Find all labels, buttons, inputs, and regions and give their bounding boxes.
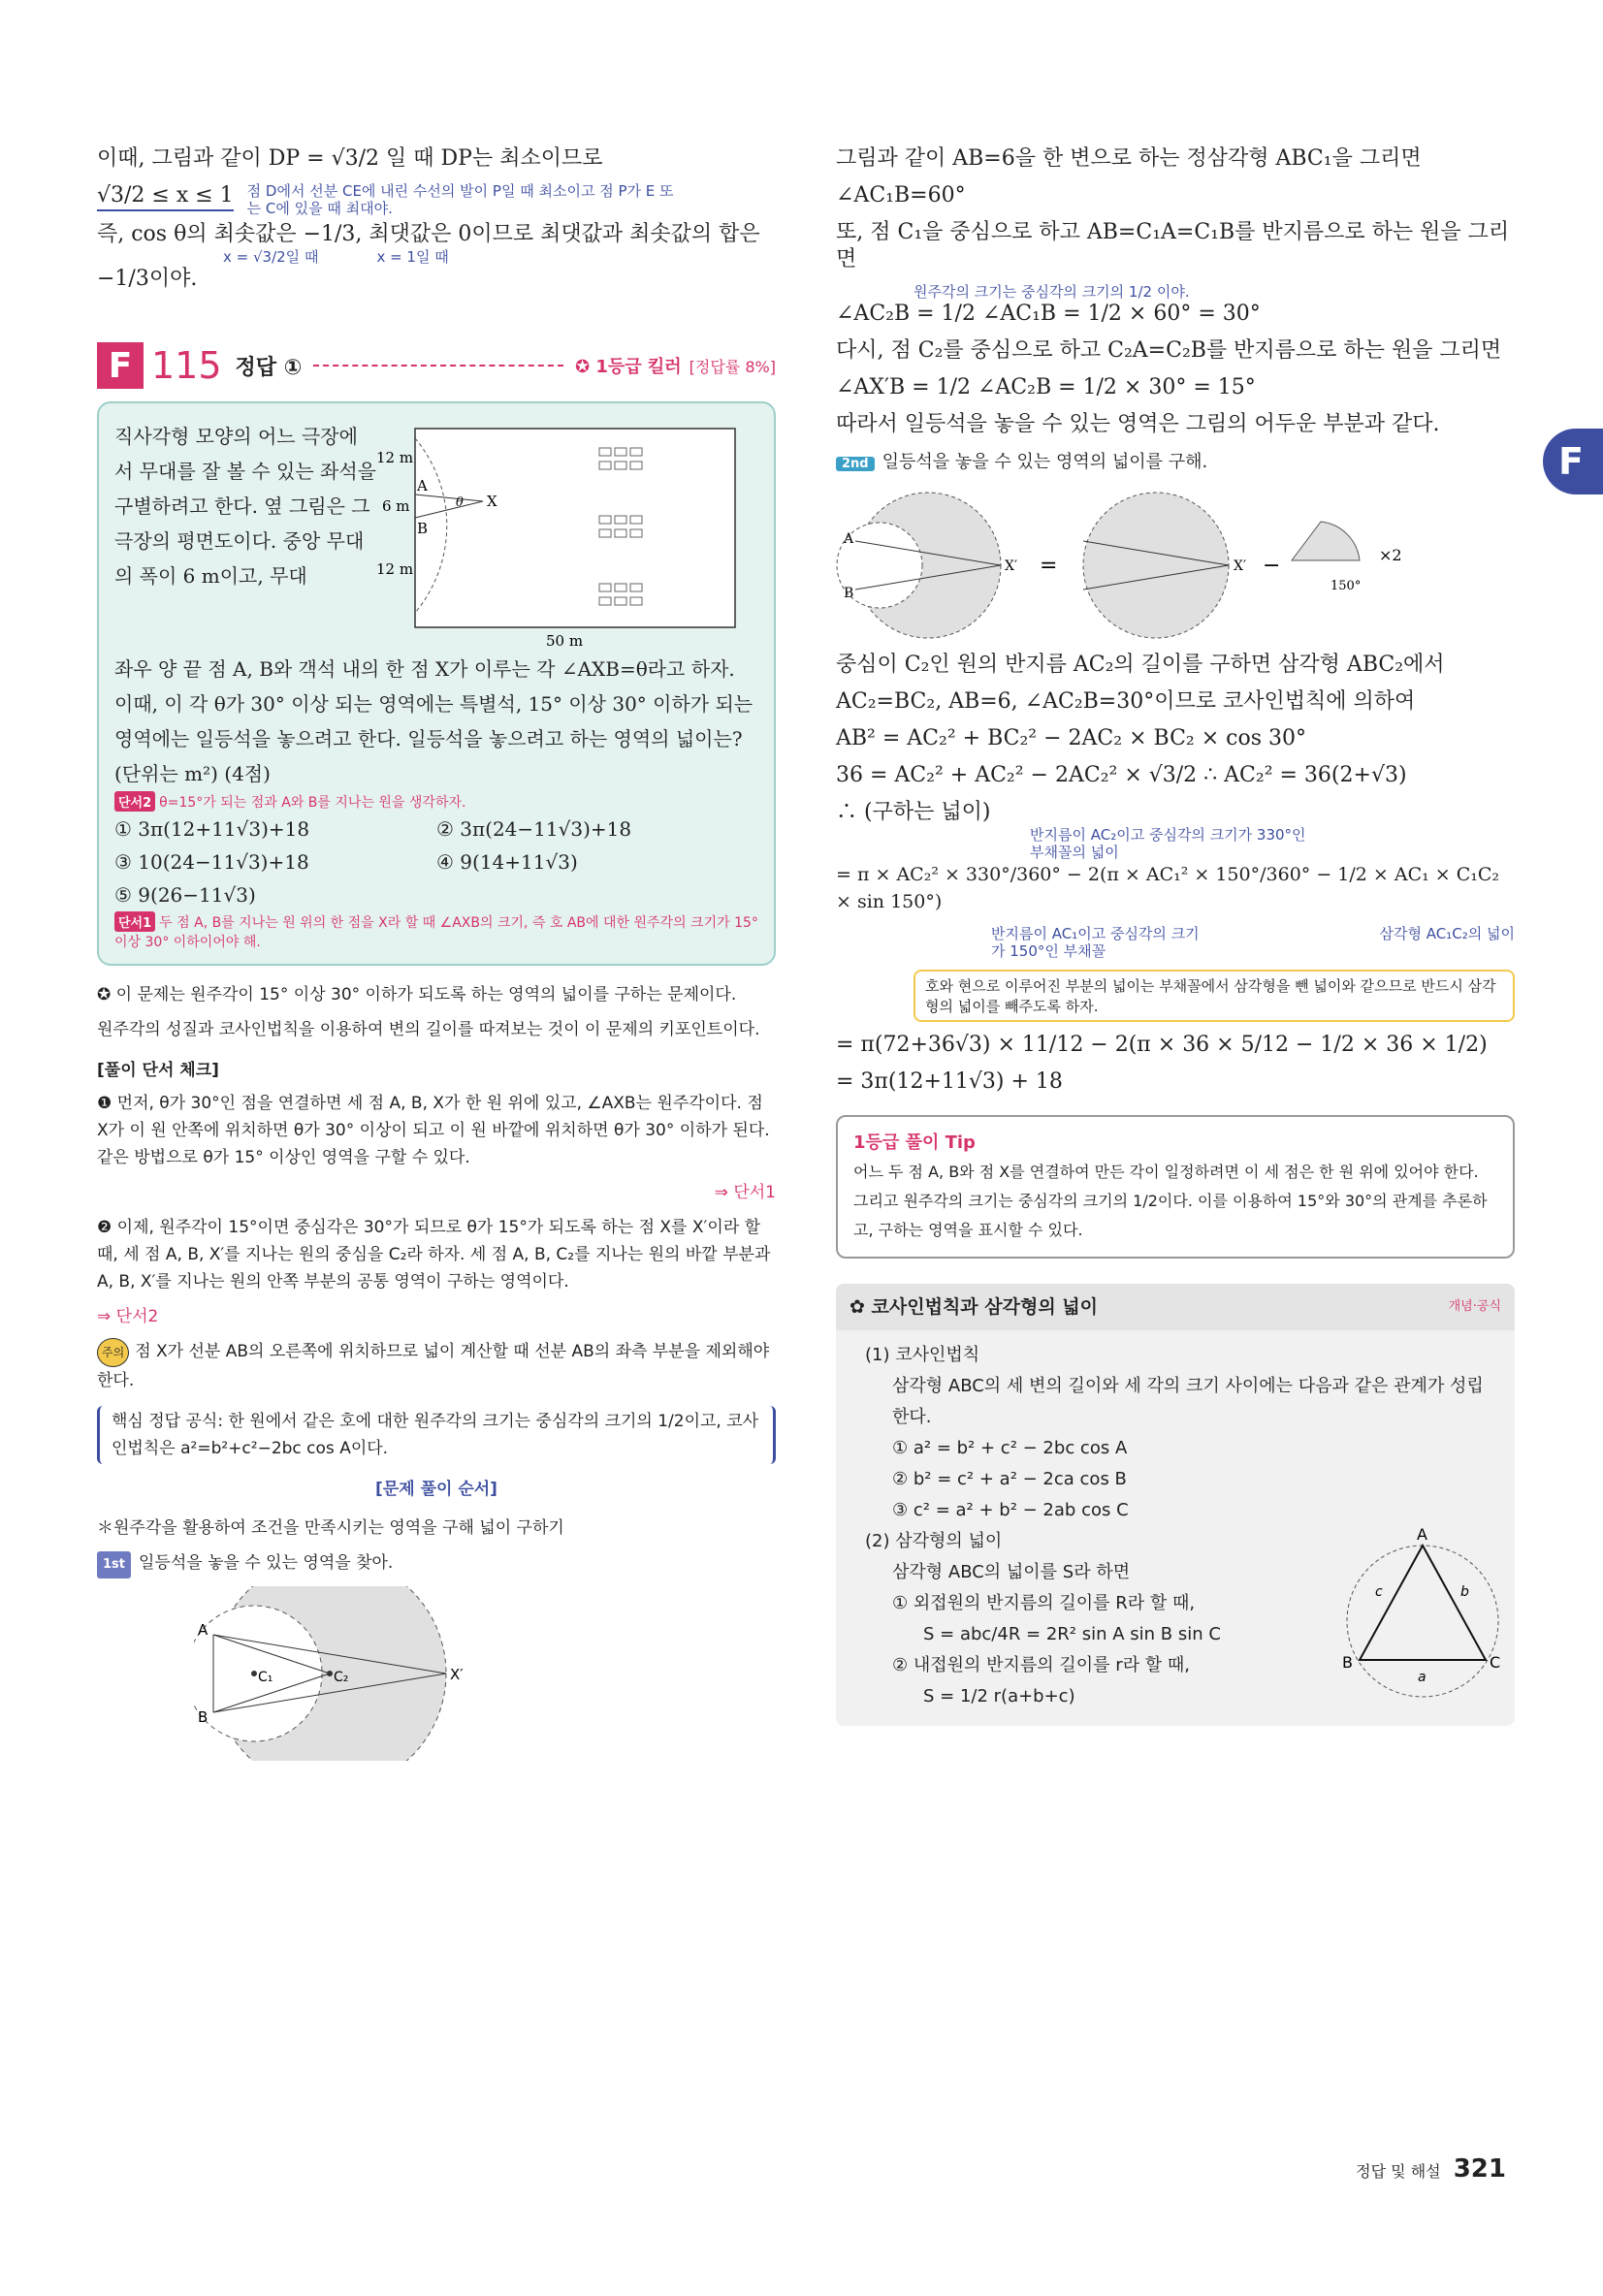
- annotation-note: 원주각의 크기는 중심각의 크기의 1/2 이야.: [914, 283, 1190, 301]
- side-b: b: [1460, 1584, 1469, 1600]
- divider: [313, 365, 563, 367]
- side-a: a: [1418, 1670, 1427, 1685]
- choice-1[interactable]: ① 3π(12+11√3)+18: [114, 817, 310, 841]
- formula: S = abc/4R = 2R² sin A sin B sin C: [923, 1624, 1221, 1644]
- concept-item: (1) 코사인법칙: [865, 1345, 980, 1365]
- check-2-ref: ⇒ 단서2: [97, 1307, 159, 1326]
- text-line: 그림과 같이 AB=6을 한 변으로 하는 정삼각형 ABC₁을 그리면: [836, 146, 1422, 171]
- point-b: B: [417, 520, 429, 537]
- tri-a: A: [1417, 1525, 1427, 1544]
- hint-1: [114, 911, 758, 952]
- text-line: 또, 점 C₁을 중심으로 하고 AB=C₁A=C₁B를 반지름으로 하는 원을 그리면: [836, 220, 1510, 271]
- difficulty-label: ✪ 1등급 킬러: [574, 357, 682, 377]
- formula: S = 1/2 r(a+b+c): [923, 1686, 1075, 1706]
- step-text: 일등석을 놓을 수 있는 영역의 넓이를 구해.: [882, 452, 1208, 472]
- step-1: [97, 1549, 776, 1578]
- dim-12m-top: 12 m: [376, 449, 414, 466]
- fig2-b: B: [198, 1708, 208, 1726]
- tip-text: 어느 두 점 A, B와 점 X를 연결하여 만든 각이 일정하려면 이 세 점은 한 원 위에 있어야 한다. 그리고 원주각의 크기는 중심각의 크기의 1/2이다. 이를 이용하여 15°와 30°의 관계를 추론하고, 구하는 영역을 표시할 수 있다.: [853, 1163, 1488, 1239]
- page-footer: [1356, 2154, 1506, 2184]
- section-tab: F: [1543, 429, 1603, 494]
- choices: [114, 813, 758, 911]
- fig3-b: B: [844, 586, 854, 601]
- text-line: ∠AC₂B = 1/2 ∠AC₁B = 1/2 × 60° = 30°: [836, 302, 1261, 326]
- choice-3[interactable]: ③ 10(24−11√3)+18: [114, 850, 309, 874]
- sector-angle: 150°: [1330, 579, 1362, 593]
- problem-header: [97, 341, 776, 390]
- check-2: ❷ 이제, 원주각이 15°이면 중심각은 30°가 되므로 θ가 15°가 되도록 하는 점 X를 X′이라 할 때, 세 점 A, B, X′를 지나는 원의 중심을 C₂라 하자. 세 점 A, B, C₂를 지나는 원의 바깥 부분과 A, B, X′를 지나는 원의 안쪽 부분의 공통 영역이 구하는 영역이다.: [97, 1218, 771, 1292]
- caution-tag: 주의: [97, 1338, 129, 1367]
- hint-2: [114, 791, 758, 813]
- intro-text: 원주각의 성질과 코사인법칙을 이용하여 변의 길이를 따져보는 것이 이 문제의 키포인트이다.: [97, 1020, 760, 1039]
- text-line: 36 = AC₂² + AC₂² − 2AC₂² × √3/2 ∴ AC₂² = 36(2+√3): [836, 763, 1407, 787]
- annotation-note: 점 D에서 선분 CE에 내린 수선의 발이 P일 때 최소이고 점 P가 E 또는 C에 있을 때 최대야.: [246, 182, 674, 217]
- warning-note: 호와 현으로 이루어진 부분의 넓이는 부채꼴에서 삼각형을 뺀 넓이와 같으므로 반드시 삼각형의 넓이를 빼주도록 하자.: [914, 970, 1515, 1022]
- problem-badge: F: [97, 342, 144, 389]
- text-line: 따라서 일등석을 놓을 수 있는 영역은 그림의 어두운 부분과 같다.: [836, 412, 1440, 436]
- core-formula: 핵심 정답 공식: 한 원에서 같은 호에 대한 원주각의 크기는 중심각의 크기의 1/2이고, 코사인법칙은 a²=b²+c²−2bc cos A이다.: [97, 1406, 776, 1464]
- fig2-c2: C₂: [334, 1670, 349, 1685]
- side-c: c: [1375, 1584, 1383, 1600]
- text-line: = π(72+36√3) × 11/12 − 2(π × 36 × 5/12 − 1/2 × 36 × 1/2): [836, 1033, 1488, 1057]
- text-line: ∠AC₁B=60°: [836, 183, 966, 207]
- right-column: [836, 145, 1515, 1726]
- text-line: 즉, cos θ의 최솟값은 −1/3, 최댓값은 0이므로 최댓값과 최솟값의 합은: [97, 222, 760, 246]
- problem-number: 115: [151, 344, 222, 387]
- area-equation-figure: [836, 483, 1515, 648]
- dim-6m: 6 m: [382, 497, 410, 515]
- text-line: ∠AX′B = 1/2 ∠AC₂B = 1/2 × 30° = 15°: [836, 375, 1256, 399]
- caution-text: 점 X가 선분 AB의 오른쪽에 위치하므로 넓이 계산할 때 선분 AB의 좌측 부분을 제외해야 한다.: [97, 1342, 770, 1390]
- region-figure: [194, 1586, 504, 1761]
- fig4-x: X′: [1234, 558, 1247, 574]
- annotation-note: 삼각형 AC₁C₂의 넓이: [1379, 925, 1515, 942]
- point-a: A: [417, 477, 428, 494]
- fig3-x: X′: [1005, 558, 1018, 574]
- concept-title: ✿ 코사인법칙과 삼각형의 넓이: [850, 1296, 1099, 1318]
- tri-b: B: [1342, 1653, 1353, 1672]
- choice-5[interactable]: ⑤ 9(26−11√3): [114, 883, 256, 907]
- text-line: −1/3이야.: [97, 267, 198, 291]
- problem-text: 직사각형 모양의 어느 극장에서 무대를 잘 볼 수 있는 좌석을 구별하려고 한다. 옆 그림은 그 극장의 평면도이다. 중앙 무대의 폭이 6 m이고, 무대: [114, 425, 376, 588]
- hint-tag: 단서1: [114, 911, 155, 932]
- fig2-a: A: [198, 1621, 208, 1639]
- hint-text: 두 점 A, B를 지나는 원 위의 한 점을 X라 할 때 ∠AXB의 크기, 즉 호 AB에 대한 원주각의 크기가 15° 이상 30° 이하이어야 해.: [114, 915, 758, 950]
- step-text: 일등석을 놓을 수 있는 영역을 찾아.: [139, 1553, 394, 1573]
- point-x: X: [487, 493, 497, 510]
- problem-text: 좌우 양 끝 점 A, B와 객석 내의 한 점 X가 이루는 각 ∠AXB=θ라고 하자. 이때, 이 각 θ가 30° 이상 되는 영역에는 특별석, 15° 이상 30° 이하가 되는 영역에는 일등석을 놓으려고 한다. 일등석을 놓으려고 하는 영역의 넓이는? (단위는 m²) (4점): [114, 657, 753, 785]
- problem-box: [97, 401, 776, 966]
- text-line: = 3π(12+11√3) + 18: [836, 1069, 1063, 1094]
- tip-box: [836, 1115, 1515, 1259]
- caution: [97, 1338, 776, 1394]
- triangle-figure: [1340, 1515, 1505, 1699]
- explanation: [97, 981, 776, 1770]
- annotation-note: 반지름이 AC₁이고 중심각의 크기가 150°인 부채꼴: [991, 925, 1200, 960]
- step-tag: 1st: [97, 1551, 131, 1578]
- annotation-note: x = √3/2일 때: [223, 248, 319, 266]
- text-line: 이때, 그림과 같이 DP = √3/2 일 때 DP는 최소이므로: [97, 146, 603, 171]
- angle-theta: θ: [456, 495, 464, 510]
- text-line: 중심이 C₂인 원의 반지름 AC₂의 길이를 구하면 삼각형 ABC₂에서: [836, 653, 1445, 677]
- formula: ② b² = c² + a² − 2ca cos B: [892, 1469, 1127, 1489]
- theater-figure: [376, 419, 745, 652]
- concept-text: 삼각형 ABC의 세 변의 길이와 세 각의 크기 사이에는 다음과 같은 관계가 성립한다.: [892, 1376, 1484, 1427]
- intro-text: ✪ 이 문제는 원주각이 15° 이상 30° 이하가 되도록 하는 영역의 넓이를 구하는 문제이다.: [97, 985, 737, 1004]
- check-1: ❶ 먼저, θ가 30°인 점을 연결하면 세 점 A, B, X가 한 원 위에 있고, ∠AXB는 원주각이다. 점 X가 이 원 안쪽에 위치하면 θ가 30° 이상이 되고 이 원 바깥에 위치하면 θ가 30° 이하가 된다. 같은 방법으로 θ가 15° 이상인 영역을 구할 수 있다.: [97, 1094, 770, 1167]
- minus-sign: −: [1263, 554, 1281, 578]
- equals-sign: =: [1040, 554, 1058, 578]
- page-number: 321: [1453, 2154, 1506, 2184]
- text-line: AB² = AC₂² + BC₂² − 2AC₂ × BC₂ × cos 30°: [836, 726, 1306, 750]
- concept-box: [836, 1284, 1515, 1726]
- concept-item: (2) 삼각형의 넓이: [865, 1531, 1003, 1551]
- tip-title: 1등급 풀이 Tip: [853, 1132, 976, 1153]
- annotation-note: 반지름이 AC₂이고 중심각의 크기가 330°인 부채꼴의 넓이: [1030, 826, 1306, 861]
- text-line: ∴ (구하는 넓이): [836, 800, 991, 824]
- concept-kind: 개념·공식: [1448, 1299, 1501, 1314]
- tri-c: C: [1490, 1653, 1501, 1672]
- order-text: ＊원주각을 활용하여 조건을 만족시키는 영역을 구해 넓이 구하기: [97, 1518, 564, 1538]
- hint-tag: 단서2: [114, 791, 155, 812]
- dim-50m: 50 m: [546, 632, 584, 650]
- answer-label: 정답 ①: [235, 355, 303, 380]
- check-1-ref: ⇒ 단서1: [714, 1183, 776, 1202]
- concept-header: [836, 1284, 1515, 1330]
- check-title: [풀이 단서 체크]: [97, 1061, 219, 1080]
- order-title: [문제 풀이 순서]: [375, 1480, 497, 1499]
- formula: ③ c² = a² + b² − 2ab cos C: [892, 1500, 1129, 1520]
- text-line: = π × AC₂² × 330°/360° − 2(π × AC₁² × 150°/360° − 1/2 × AC₁ × C₁C₂ × sin 150°): [836, 864, 1500, 912]
- correct-rate: [정답률 8%]: [689, 357, 776, 376]
- hint-text: θ=15°가 되는 점과 A와 B를 지나는 원을 생각하자.: [159, 795, 466, 811]
- concept-text: 삼각형 ABC의 넓이를 S라 하면: [892, 1562, 1131, 1582]
- concept-text: ② 내접원의 반지름의 길이를 r라 할 때,: [892, 1655, 1191, 1675]
- text-line: √3/2 ≤ x ≤ 1: [97, 182, 234, 211]
- choice-2[interactable]: ② 3π(24−11√3)+18: [436, 817, 632, 841]
- concept-text: ① 외접원의 반지름의 길이를 R라 할 때,: [892, 1593, 1196, 1613]
- formula: ① a² = b² + c² − 2bc cos A: [892, 1438, 1128, 1458]
- choice-4[interactable]: ④ 9(14+11√3): [436, 850, 578, 874]
- text-line: 다시, 점 C₂를 중심으로 하고 C₂A=C₂B를 반지름으로 하는 원을 그리면: [836, 338, 1502, 363]
- fig2-c1: C₁: [258, 1670, 273, 1685]
- fig2-x: X′: [450, 1666, 464, 1683]
- footer-label: 정답 및 해설: [1356, 2162, 1441, 2181]
- step-tag: 2nd: [836, 457, 875, 471]
- text-line: AC₂=BC₂, AB=6, ∠AC₂B=30°이므로 코사인법칙에 의하여: [836, 689, 1416, 714]
- fig3-a: A: [844, 531, 854, 547]
- step-2: [836, 448, 1515, 473]
- left-column: [97, 145, 776, 1770]
- dim-12m-bottom: 12 m: [376, 560, 414, 578]
- times-two: ×2: [1379, 546, 1402, 564]
- annotation-note: x = 1일 때: [376, 248, 449, 266]
